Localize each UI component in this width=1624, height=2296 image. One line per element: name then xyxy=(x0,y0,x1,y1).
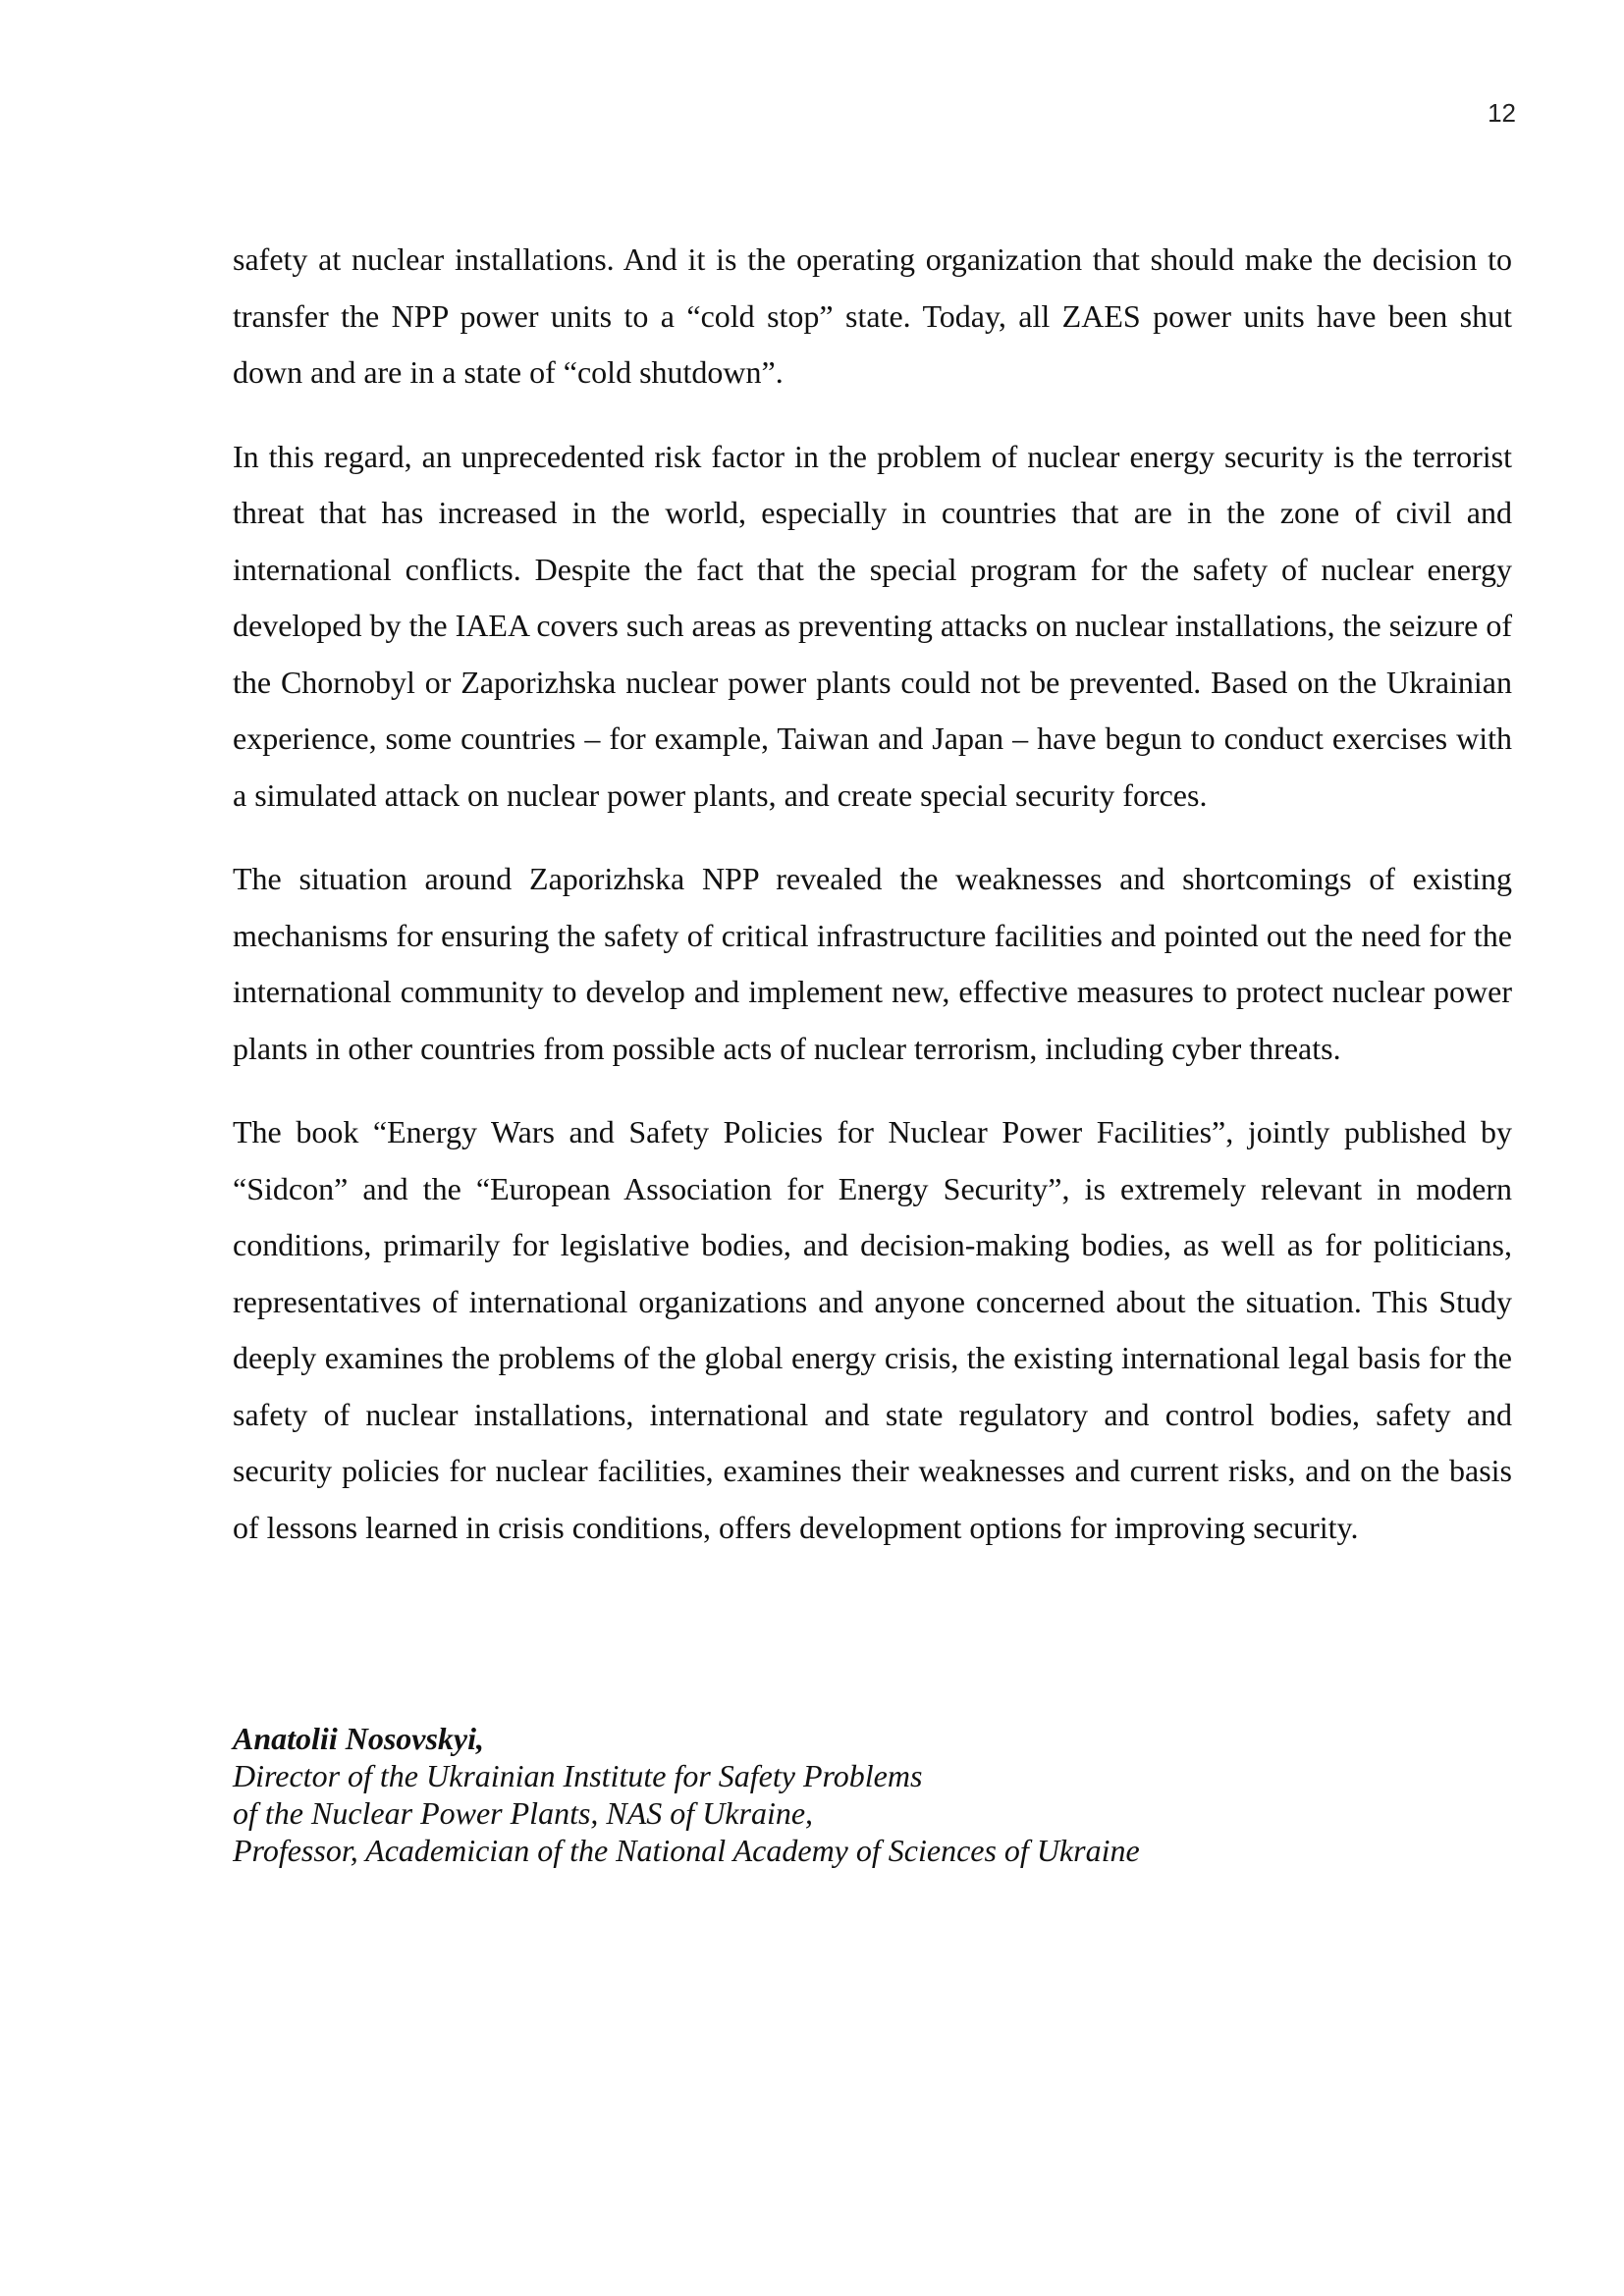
signature-author: Anatolii Nosovskyi, xyxy=(233,1721,485,1756)
paragraph: The situation around Zaporizhska NPP revealed the weaknesses and shortcomings of existing mechanisms for ensuring the safety of critical infrastructure facilities and pointed out the need for the international community to develop and implement new, effective measures to protect nuclear power plants in other countries from possible acts of nuclear terrorism, including cyber threats. xyxy=(233,861,1512,1066)
paragraph: The book “Energy Wars and Safety Policies for Nuclear Power Facilities”, jointly published by “Sidcon” and the “European Association for Energy Security”, is extremely relevant in modern conditions, primarily for legislative bodies, and decision-making bodies, as well as for politicians, representatives of international organizations and anyone concerned about the situation. This Study deeply examines the problems of the global energy crisis, the existing international legal basis for the safety of nuclear installations, international and state regulatory and control bodies, safety and security policies for nuclear facilities, examines their weaknesses and current risks, and on the basis of lessons learned in crisis conditions, offers development options for improving security. xyxy=(233,1114,1512,1545)
body-text xyxy=(233,232,1512,1583)
signature-title-line: Director of the Ukrainian Institute for Safety Problems xyxy=(233,1758,923,1793)
signature-title-line: Professor, Academician of the National Academy of Sciences of Ukraine xyxy=(233,1833,1140,1868)
paragraph: In this regard, an unprecedented risk factor in the problem of nuclear energy security is the terrorist threat that has increased in the world, especially in countries that are in the zone of civil and international conflicts. Despite the fact that the special program for the safety of nuclear energy developed by the IAEA covers such areas as preventing attacks on nuclear installations, the seizure of the Chornobyl or Zaporizhska nuclear power plants could not be prevented. Based on the Ukrainian experience, some countries – for example, Taiwan and Japan – have begun to conduct exercises with a simulated attack on nuclear power plants, and create special security forces. xyxy=(233,438,1512,813)
signature-block xyxy=(233,1720,1512,1869)
paragraph: safety at nuclear installations. And it is the operating organization that should make the decision to transfer the NPP power units to a “cold stop” state. Today, all ZAES power units have been shut down and are in a state of “cold shutdown”. xyxy=(233,241,1512,390)
signature-title-line: of the Nuclear Power Plants, NAS of Ukraine, xyxy=(233,1795,814,1831)
page-number: 12 xyxy=(1488,98,1516,128)
